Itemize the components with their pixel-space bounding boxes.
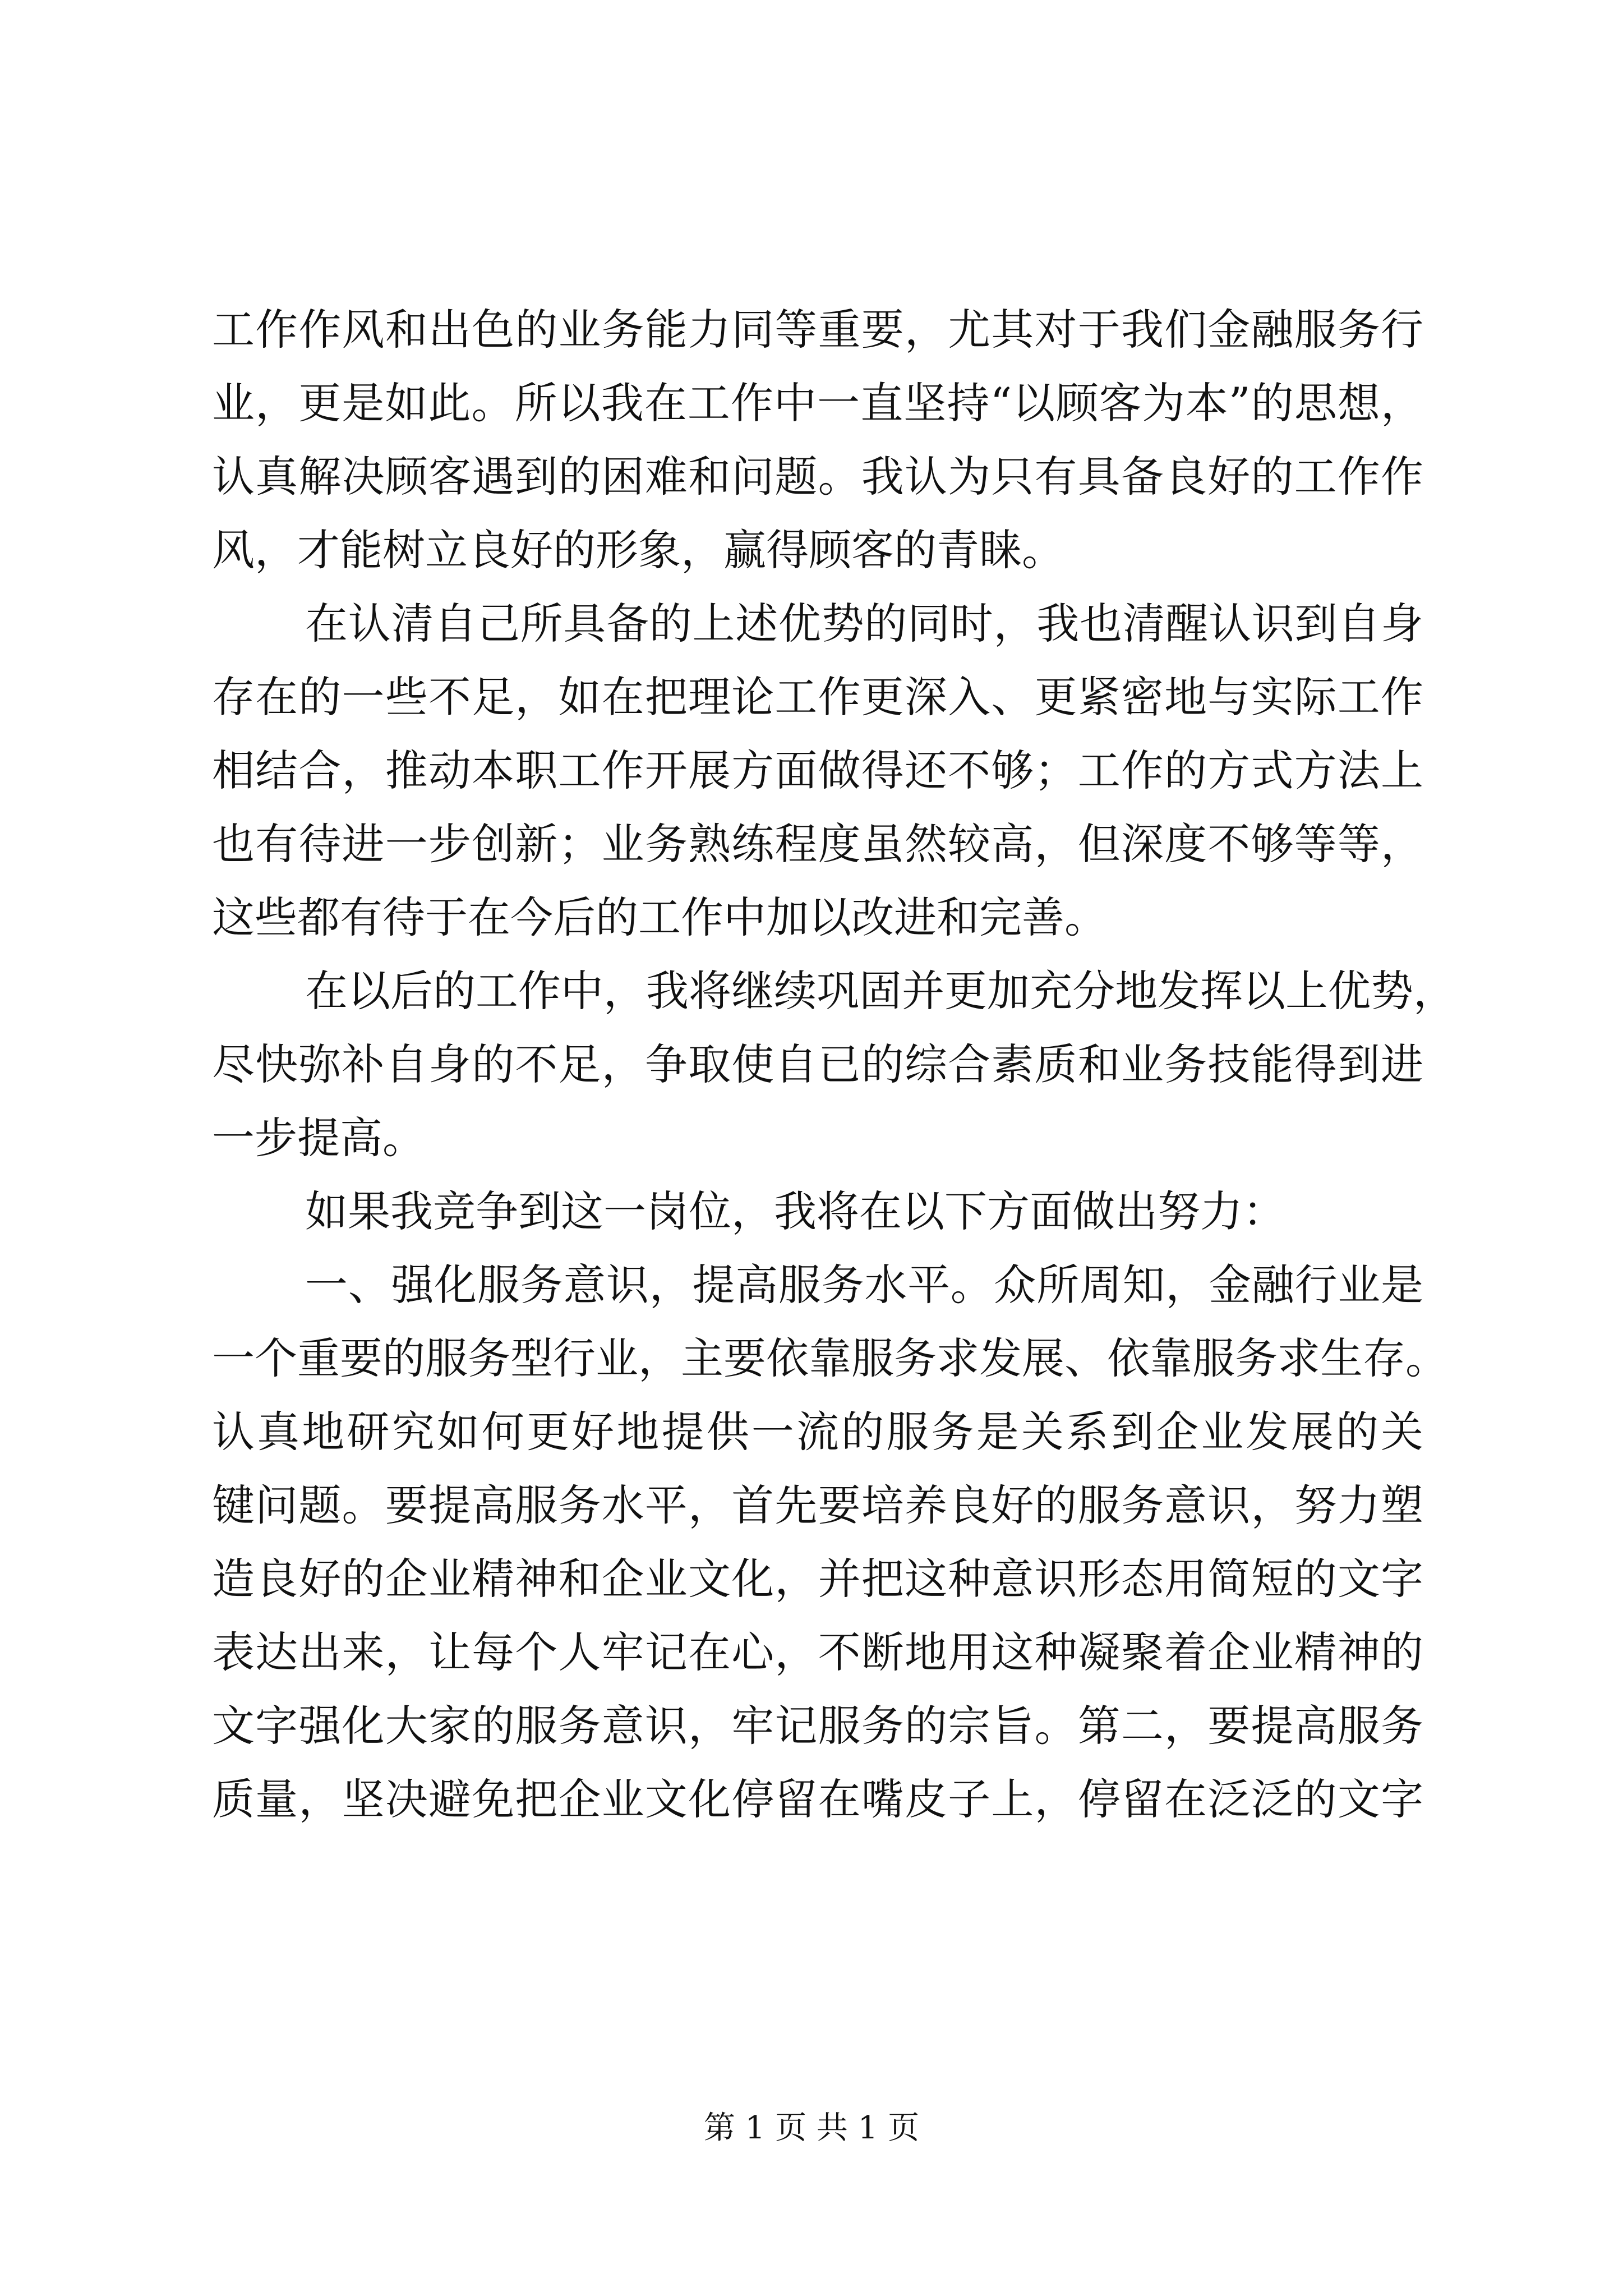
- body-text: [212, 293, 1456, 1836]
- text-line-18: 造良好的企业精神和企业文化，并把这种意识形态用简短的文字: [212, 1554, 1423, 1604]
- text-line-4: 风，才能树立良好的形象，赢得顾客的青睐。: [212, 525, 1064, 575]
- text-line-6: 存在的一些不足，如在把理论工作更深入、更紧密地与实际工作: [212, 672, 1423, 722]
- text-line-9: 这些都有待于在今后的工作中加以改进和完善。: [212, 892, 1107, 942]
- text-line-14: 一、强化服务意识，提高服务水平。众所周知，金融行业是: [305, 1260, 1423, 1310]
- text-line-7: 相结合，推动本职工作开展方面做得还不够；工作的方式方法上: [212, 746, 1423, 795]
- page-number-footer: 第 1 页 共 1 页: [703, 2110, 920, 2146]
- text-line-10: 在以后的工作中，我将继续巩固并更加充分地发挥以上优势，: [305, 966, 1456, 1016]
- text-line-15: 一个重要的服务型行业，主要依靠服务求发展、依靠服务求生存。: [212, 1333, 1448, 1383]
- text-line-17: 键问题。要提高服务水平，首先要培养良好的服务意识，努力塑: [212, 1480, 1423, 1530]
- text-line-5: 在认清自己所具备的上述优势的同时，我也清醒认识到自身: [305, 599, 1423, 648]
- text-line-21: 质量，坚决避免把企业文化停留在嘴皮子上，停留在泛泛的文字: [212, 1774, 1423, 1824]
- text-line-8: 也有待进一步创新；业务熟练程度虽然较高，但深度不够等等，: [212, 819, 1423, 869]
- text-line-13: 如果我竞争到这一岗位，我将在以下方面做出努力：: [305, 1186, 1285, 1236]
- text-line-12: 一步提高。: [212, 1113, 425, 1163]
- text-line-11: 尽快弥补自身的不足，争取使自已的综合素质和业务技能得到进: [212, 1039, 1423, 1089]
- text-line-2: 业，更是如此。所以我在工作中一直坚持“以顾客为本”的思想，: [212, 378, 1423, 428]
- text-line-3: 认真解决顾客遇到的困难和问题。我认为只有具备良好的工作作: [212, 452, 1423, 501]
- text-line-19: 表达出来，让每个人牢记在心，不断地用这种凝聚着企业精神的: [212, 1627, 1423, 1677]
- text-line-1: 工作作风和出色的业务能力同等重要，尤其对于我们金融服务行: [212, 305, 1423, 355]
- text-line-16: 认真地研究如何更好地提供一流的服务是关系到企业发展的关: [212, 1407, 1423, 1457]
- text-line-20: 文字强化大家的服务意识，牢记服务的宗旨。第二，要提高服务: [212, 1701, 1423, 1751]
